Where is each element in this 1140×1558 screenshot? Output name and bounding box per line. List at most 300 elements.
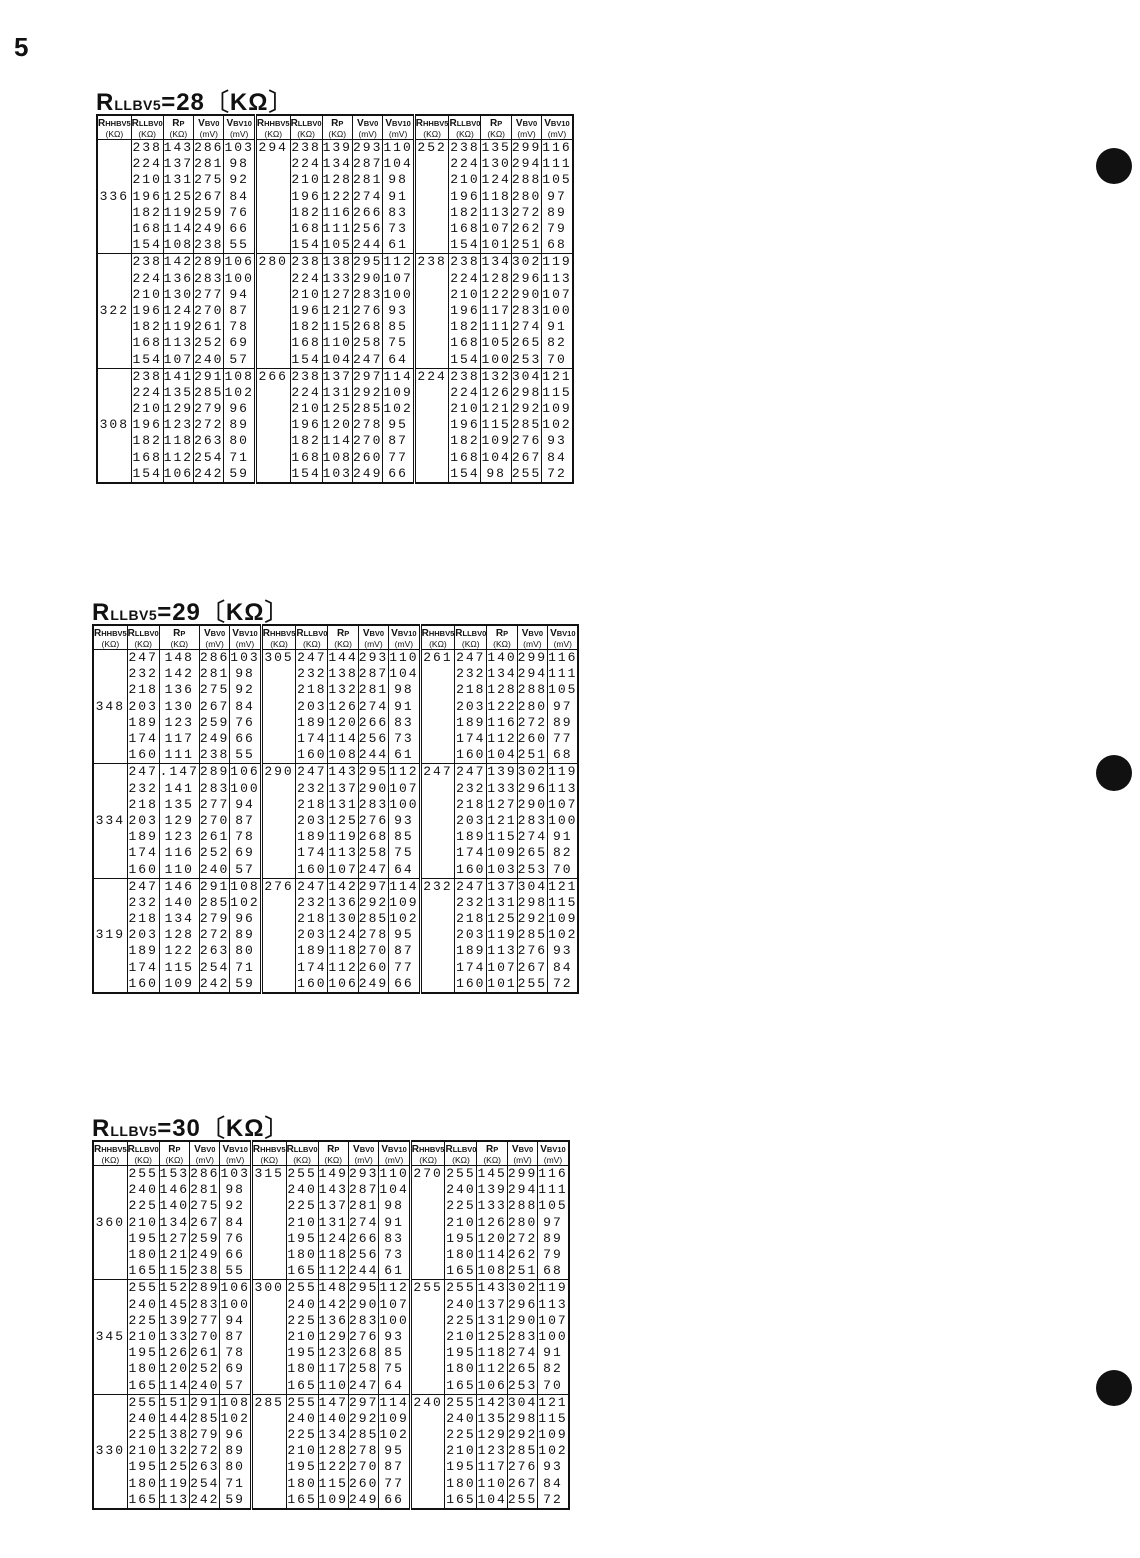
rllbv0-cell: 210 xyxy=(128,1328,158,1344)
rllbv0-cell: 182 xyxy=(132,319,162,335)
rp-cell: 126 xyxy=(477,1214,507,1230)
binder-hole xyxy=(1096,755,1132,791)
rllbv0-cell: 160 xyxy=(297,861,327,877)
rp-cell: 133 xyxy=(487,780,517,796)
vbv0-cell: 267 xyxy=(199,698,230,714)
column-header: RP (KΩ) xyxy=(487,625,517,650)
rllbv0-cell: 225 xyxy=(287,1427,317,1443)
vbv10-cell: 91 xyxy=(389,699,420,715)
rp-cell: 148 xyxy=(318,1280,348,1296)
vbv0-cell: 244 xyxy=(352,237,383,253)
vbv10-cell: 114 xyxy=(379,1394,409,1410)
binder-hole xyxy=(1096,148,1132,184)
rp-cell: 120 xyxy=(159,1361,190,1377)
rp-cell: 109 xyxy=(318,1492,348,1509)
rllbv0-cell: 174 xyxy=(128,731,158,747)
rp-cell: 113 xyxy=(487,943,517,959)
rp-cell: 111 xyxy=(322,221,352,237)
rp-cell: 119 xyxy=(487,927,517,943)
vbv10-cell: 73 xyxy=(383,221,414,237)
rp-cell: 145 xyxy=(159,1296,190,1312)
rllbv0-cell: 225 xyxy=(128,1312,158,1328)
table-row xyxy=(97,368,573,385)
rllbv0-cell: 182 xyxy=(132,204,162,220)
rp-cell: 151 xyxy=(159,1394,190,1410)
vbv10-cell: 77 xyxy=(379,1476,410,1492)
rp-cell: 121 xyxy=(159,1247,190,1263)
vbv0-cell: 283 xyxy=(352,286,383,302)
vbv10-cell: 84 xyxy=(542,450,573,466)
rllbv0-cell: 154 xyxy=(131,466,163,483)
vbv0-cell: 283 xyxy=(511,302,542,318)
column-header: RLLBV0 (KΩ) xyxy=(445,1141,477,1166)
vbv10-cell: 79 xyxy=(538,1247,569,1263)
vbv10-cell: 73 xyxy=(389,731,420,747)
vbv0-cell: 277 xyxy=(194,286,224,302)
vbv10-cell: 109 xyxy=(542,401,572,417)
column-header: RLLBV0 (KΩ) xyxy=(127,1141,159,1166)
rllbv0-cell: 189 xyxy=(456,829,486,845)
rllbv0-cell: 210 xyxy=(132,401,162,417)
rp-cell: 119 xyxy=(163,319,194,335)
rhhbv5-cell: 255 xyxy=(410,1280,445,1394)
rllbv0-cell: 174 xyxy=(297,959,327,975)
vbv10-cell: 108 xyxy=(220,1394,250,1410)
vbv0-cell: 289 xyxy=(194,254,224,270)
rp-cell: 145 xyxy=(477,1166,507,1182)
vbv0-cell: 285 xyxy=(358,911,389,927)
vbv10-cell: 84 xyxy=(538,1476,569,1492)
rp-cell: 147 xyxy=(318,1394,348,1410)
vbv10-cell: 107 xyxy=(389,780,419,796)
rllbv0-cell: 210 xyxy=(128,1214,158,1230)
rhhbv5-cell: 232 xyxy=(420,878,455,993)
rllbv0-cell: 189 xyxy=(297,829,327,845)
column-header: RHHBV5 (KΩ) xyxy=(251,1141,286,1166)
table-row xyxy=(93,829,578,845)
rp-cell: 143 xyxy=(477,1280,507,1296)
rhhbv5-cell: 280 xyxy=(255,254,290,368)
rllbv0-cell: 232 xyxy=(297,666,327,682)
vbv10-cell: 107 xyxy=(383,270,413,286)
vbv10-cell: 84 xyxy=(224,189,255,205)
rp-cell: 110 xyxy=(159,861,199,878)
rllbv0-cell: 225 xyxy=(287,1198,317,1214)
rp-cell: 117 xyxy=(477,1459,507,1475)
table-row xyxy=(93,1427,569,1443)
rp-cell: 148 xyxy=(159,650,199,667)
rp-cell: 135 xyxy=(477,1410,507,1426)
rp-cell: 106 xyxy=(328,976,358,993)
vbv10-cell: 112 xyxy=(389,764,419,780)
rllbv0-cell: 247 xyxy=(128,878,158,894)
rp-cell: 124 xyxy=(318,1230,348,1246)
rllbv0-cell: 165 xyxy=(287,1263,317,1279)
rp-cell: 118 xyxy=(318,1247,348,1263)
rllbv0-cell: 168 xyxy=(132,335,162,351)
rllbv0-cell: 225 xyxy=(128,1198,158,1214)
vbv0-cell: 304 xyxy=(511,368,542,384)
rllbv0-cell: 232 xyxy=(128,666,158,682)
vbv0-cell: 279 xyxy=(194,401,224,417)
rp-cell: 139 xyxy=(487,764,517,780)
rllbv0-cell: 174 xyxy=(456,845,486,861)
vbv10-cell: 115 xyxy=(542,384,572,400)
rllbv0-cell: 182 xyxy=(291,433,321,449)
rllbv0-cell: 255 xyxy=(287,1394,317,1410)
rllbv0-cell: 240 xyxy=(446,1410,476,1426)
vbv10-cell: 93 xyxy=(538,1459,569,1475)
rp-cell: 108 xyxy=(163,237,194,253)
rp-cell: 122 xyxy=(481,286,511,302)
rp-cell: .147 xyxy=(159,764,199,780)
rp-cell: 130 xyxy=(481,156,511,172)
rp-cell: 153 xyxy=(159,1166,190,1182)
rllbv0-cell: 210 xyxy=(291,172,321,188)
vbv10-cell: 64 xyxy=(383,351,414,368)
rp-cell: 139 xyxy=(477,1182,507,1198)
table-row xyxy=(97,450,573,466)
vbv0-cell: 289 xyxy=(190,1280,220,1296)
table-row xyxy=(93,1443,569,1459)
column-header: RP (KΩ) xyxy=(159,1141,189,1166)
rp-cell: 119 xyxy=(328,829,358,845)
vbv0-cell: 258 xyxy=(348,1361,379,1377)
rhhbv5-cell: 285 xyxy=(251,1394,286,1509)
rllbv0-cell: 154 xyxy=(132,351,162,367)
rp-cell: 134 xyxy=(487,666,517,682)
rp-cell: 144 xyxy=(159,1410,190,1426)
rllbv0-cell: 165 xyxy=(446,1377,476,1393)
rllbv0-cell: 195 xyxy=(446,1230,476,1246)
vbv0-cell: 293 xyxy=(352,140,383,156)
rp-cell: 103 xyxy=(487,861,517,877)
rp-cell: 107 xyxy=(487,959,517,975)
column-header: VBV0 (mV) xyxy=(507,1141,537,1166)
vbv10-cell: 100 xyxy=(548,812,578,828)
vbv0-cell: 275 xyxy=(190,1198,220,1214)
vbv0-cell: 281 xyxy=(199,666,230,682)
table-row xyxy=(93,682,578,698)
rp-cell: 129 xyxy=(159,813,199,829)
column-header: RHHBV5 (KΩ) xyxy=(255,115,290,140)
rp-cell: 142 xyxy=(163,254,194,270)
rllbv0-cell: 210 xyxy=(446,1214,476,1230)
vbv0-cell: 278 xyxy=(358,927,389,943)
vbv0-cell: 288 xyxy=(507,1198,538,1214)
rp-cell: 128 xyxy=(159,927,199,943)
vbv10-cell: 96 xyxy=(224,401,255,417)
vbv0-cell: 290 xyxy=(507,1312,538,1328)
vbv10-cell: 69 xyxy=(230,845,261,861)
vbv10-cell: 113 xyxy=(542,270,572,286)
table-row xyxy=(93,1280,569,1297)
vbv10-cell: 100 xyxy=(224,270,254,286)
vbv0-cell: 260 xyxy=(358,959,389,975)
rllbv0-cell: 210 xyxy=(132,172,162,188)
rllbv0-cell: 232 xyxy=(456,894,486,910)
vbv10-cell: 111 xyxy=(548,666,578,682)
vbv10-cell: 59 xyxy=(230,976,261,993)
vbv10-cell: 121 xyxy=(542,368,572,384)
binder-hole xyxy=(1096,1370,1132,1406)
rhhbv5-cell: 300 xyxy=(251,1280,286,1394)
rllbv0-cell: 160 xyxy=(456,747,486,763)
rhhbv5-cell: 294 xyxy=(255,140,290,254)
rp-cell: 141 xyxy=(163,368,194,384)
vbv10-cell: 121 xyxy=(538,1394,568,1410)
vbv0-cell: 275 xyxy=(194,172,224,188)
vbv0-cell: 279 xyxy=(199,911,230,927)
vbv10-cell: 112 xyxy=(383,254,413,270)
rllbv0-cell: 180 xyxy=(287,1247,317,1263)
vbv0-cell: 255 xyxy=(507,1492,537,1509)
rp-cell: 115 xyxy=(322,319,352,335)
vbv0-cell: 272 xyxy=(511,204,542,220)
vbv0-cell: 261 xyxy=(199,829,230,845)
rp-cell: 127 xyxy=(159,1230,190,1246)
vbv0-cell: 277 xyxy=(199,796,230,812)
rllbv0-cell: 189 xyxy=(297,943,327,959)
rllbv0-cell: 210 xyxy=(446,1328,476,1344)
rllbv0-cell: 189 xyxy=(297,714,327,730)
vbv10-cell: 103 xyxy=(220,1166,250,1182)
vbv10-cell: 83 xyxy=(379,1231,410,1247)
rp-cell: 116 xyxy=(322,204,352,220)
vbv10-cell: 76 xyxy=(224,205,255,221)
vbv10-cell: 97 xyxy=(542,189,573,205)
table-row xyxy=(93,927,578,943)
table-row xyxy=(93,1329,569,1345)
rp-cell: 113 xyxy=(328,845,358,861)
rllbv0-cell: 224 xyxy=(450,270,480,286)
vbv0-cell: 290 xyxy=(352,270,383,286)
vbv10-cell: 116 xyxy=(542,140,572,156)
rllbv0-cell: 232 xyxy=(128,894,158,910)
rp-cell: 129 xyxy=(318,1328,348,1344)
vbv10-cell: 94 xyxy=(230,797,261,813)
rp-cell: 131 xyxy=(322,384,352,400)
rllbv0-cell: 255 xyxy=(446,1166,476,1182)
rhhbv5-cell: 308 xyxy=(97,368,131,483)
rp-cell: 120 xyxy=(477,1230,507,1246)
vbv0-cell: 263 xyxy=(194,433,224,449)
column-header: RLLBV0 (KΩ) xyxy=(296,625,328,650)
rllbv0-cell: 238 xyxy=(291,140,321,156)
rp-cell: 142 xyxy=(328,878,358,894)
column-header: RP (KΩ) xyxy=(481,115,511,140)
rp-cell: 124 xyxy=(328,927,358,943)
vbv10-cell: 80 xyxy=(230,943,261,959)
vbv10-cell: 103 xyxy=(224,140,254,156)
vbv10-cell: 83 xyxy=(389,715,420,731)
vbv0-cell: 285 xyxy=(352,401,383,417)
column-header: VBV0 (mV) xyxy=(348,1141,378,1166)
vbv0-cell: 249 xyxy=(194,221,224,237)
vbv10-cell: 61 xyxy=(383,237,414,254)
rp-cell: 115 xyxy=(487,829,517,845)
rp-cell: 126 xyxy=(328,698,358,714)
vbv0-cell: 261 xyxy=(190,1345,220,1361)
vbv10-cell: 82 xyxy=(548,845,579,861)
vbv0-cell: 240 xyxy=(194,351,224,367)
column-header: VBV10 (mV) xyxy=(379,1141,410,1166)
vbv0-cell: 270 xyxy=(190,1328,220,1344)
rp-cell: 112 xyxy=(477,1361,507,1377)
vbv10-cell: 104 xyxy=(389,666,419,682)
vbv0-cell: 240 xyxy=(199,861,230,877)
rp-cell: 113 xyxy=(481,204,511,220)
vbv10-cell: 119 xyxy=(542,254,572,270)
rp-cell: 128 xyxy=(481,270,511,286)
vbv10-cell: 93 xyxy=(548,943,579,959)
vbv10-cell: 102 xyxy=(224,384,254,400)
rllbv0-cell: 224 xyxy=(291,270,321,286)
column-header: RLLBV0 (KΩ) xyxy=(290,115,322,140)
rllbv0-cell: 168 xyxy=(450,221,480,237)
column-header: RP (KΩ) xyxy=(322,115,352,140)
rhhbv5-cell: 261 xyxy=(420,650,455,764)
rllbv0-cell: 160 xyxy=(128,861,158,877)
rllbv0-cell: 174 xyxy=(297,845,327,861)
rhhbv5-cell: 238 xyxy=(414,254,449,368)
vbv10-cell: 82 xyxy=(542,335,573,351)
table-row xyxy=(97,417,573,433)
rp-cell: 143 xyxy=(163,140,194,156)
vbv0-cell: 253 xyxy=(517,861,548,877)
vbv0-cell: 252 xyxy=(194,335,224,351)
vbv10-cell: 78 xyxy=(230,829,261,845)
vbv0-cell: 249 xyxy=(190,1247,220,1263)
vbv0-cell: 276 xyxy=(507,1459,538,1475)
rp-cell: 104 xyxy=(322,351,352,367)
rp-cell: 116 xyxy=(159,845,199,861)
rp-cell: 130 xyxy=(328,911,358,927)
vbv10-cell: 100 xyxy=(389,796,419,812)
rp-cell: 114 xyxy=(163,221,194,237)
vbv0-cell: 261 xyxy=(194,319,224,335)
vbv0-cell: 253 xyxy=(507,1377,538,1393)
resistor-table xyxy=(92,1140,570,1510)
vbv10-cell: 70 xyxy=(542,351,573,368)
vbv0-cell: 277 xyxy=(190,1312,220,1328)
table-row xyxy=(97,466,573,483)
rllbv0-cell: 160 xyxy=(455,976,487,993)
vbv10-cell: 119 xyxy=(548,764,578,780)
rp-cell: 125 xyxy=(322,401,352,417)
rp-cell: 129 xyxy=(163,401,194,417)
vbv0-cell: 267 xyxy=(507,1475,538,1491)
rp-cell: 120 xyxy=(328,714,358,730)
rllbv0-cell: 196 xyxy=(450,302,480,318)
rllbv0-cell: 225 xyxy=(446,1198,476,1214)
rllbv0-cell: 180 xyxy=(128,1361,158,1377)
table-row xyxy=(97,287,573,303)
vbv0-cell: 285 xyxy=(511,417,542,433)
rllbv0-cell: 165 xyxy=(286,1492,318,1509)
column-header: RP (KΩ) xyxy=(318,1141,348,1166)
rp-cell: 104 xyxy=(477,1492,507,1509)
rp-cell: 98 xyxy=(481,466,511,483)
table-title: RLLBV5=29〔KΩ〕 xyxy=(92,599,290,626)
rhhbv5-cell: 315 xyxy=(251,1166,286,1280)
rp-cell: 104 xyxy=(481,449,511,465)
rp-cell: 110 xyxy=(318,1377,348,1393)
rp-cell: 127 xyxy=(487,796,517,812)
vbv0-cell: 253 xyxy=(511,351,542,367)
column-header: VBV0 (mV) xyxy=(194,115,224,140)
vbv0-cell: 267 xyxy=(511,449,542,465)
vbv0-cell: 251 xyxy=(517,747,548,763)
vbv0-cell: 294 xyxy=(511,156,542,172)
rp-cell: 138 xyxy=(328,666,358,682)
vbv10-cell: 72 xyxy=(542,466,573,483)
vbv0-cell: 285 xyxy=(348,1427,379,1443)
rp-cell: 133 xyxy=(477,1198,507,1214)
rllbv0-cell: 196 xyxy=(291,188,321,204)
column-header: VBV0 (mV) xyxy=(511,115,541,140)
rp-cell: 106 xyxy=(477,1377,507,1393)
table-row xyxy=(97,172,573,188)
vbv0-cell: 260 xyxy=(352,449,383,465)
vbv0-cell: 272 xyxy=(517,714,548,730)
vbv10-cell: 93 xyxy=(379,1329,410,1345)
rllbv0-cell: 247 xyxy=(297,764,327,780)
rp-cell: 132 xyxy=(328,682,358,698)
rp-cell: 112 xyxy=(318,1263,348,1279)
vbv10-cell: 109 xyxy=(548,911,578,927)
vbv10-cell: 107 xyxy=(538,1312,568,1328)
vbv0-cell: 280 xyxy=(517,698,548,714)
vbv0-cell: 259 xyxy=(190,1230,220,1246)
rllbv0-cell: 160 xyxy=(128,747,158,763)
vbv0-cell: 286 xyxy=(199,650,230,666)
vbv0-cell: 258 xyxy=(358,845,389,861)
column-header: VBV0 (mV) xyxy=(358,625,388,650)
rllbv0-cell: 238 xyxy=(132,254,162,270)
vbv0-cell: 265 xyxy=(507,1361,538,1377)
rllbv0-cell: 174 xyxy=(128,845,158,861)
rllbv0-cell: 203 xyxy=(297,698,327,714)
vbv0-cell: 274 xyxy=(348,1214,379,1230)
vbv10-cell: 73 xyxy=(379,1247,410,1263)
rllbv0-cell: 168 xyxy=(291,221,321,237)
vbv10-cell: 95 xyxy=(383,417,414,433)
vbv10-cell: 100 xyxy=(542,302,572,318)
rp-cell: 106 xyxy=(163,466,193,483)
rllbv0-cell: 180 xyxy=(128,1247,158,1263)
rllbv0-cell: 210 xyxy=(291,286,321,302)
vbv0-cell: 266 xyxy=(348,1230,379,1246)
rllbv0-cell: 180 xyxy=(287,1361,317,1377)
vbv0-cell: 297 xyxy=(358,878,389,894)
rllbv0-cell: 240 xyxy=(287,1182,317,1198)
rllbv0-cell: 180 xyxy=(446,1361,476,1377)
vbv0-cell: 260 xyxy=(517,731,548,747)
rp-cell: 136 xyxy=(328,894,358,910)
table-row xyxy=(93,1492,569,1509)
rllbv0-cell: 210 xyxy=(287,1443,317,1459)
vbv10-cell: 68 xyxy=(542,237,573,254)
rp-cell: 128 xyxy=(322,172,352,188)
table-row xyxy=(93,650,578,667)
vbv10-cell: 107 xyxy=(548,796,578,812)
vbv10-cell: 61 xyxy=(389,747,420,764)
vbv0-cell: 290 xyxy=(358,780,389,796)
rp-cell: 143 xyxy=(328,764,358,780)
rllbv0-cell: 238 xyxy=(291,368,321,384)
rp-cell: 117 xyxy=(481,302,511,318)
